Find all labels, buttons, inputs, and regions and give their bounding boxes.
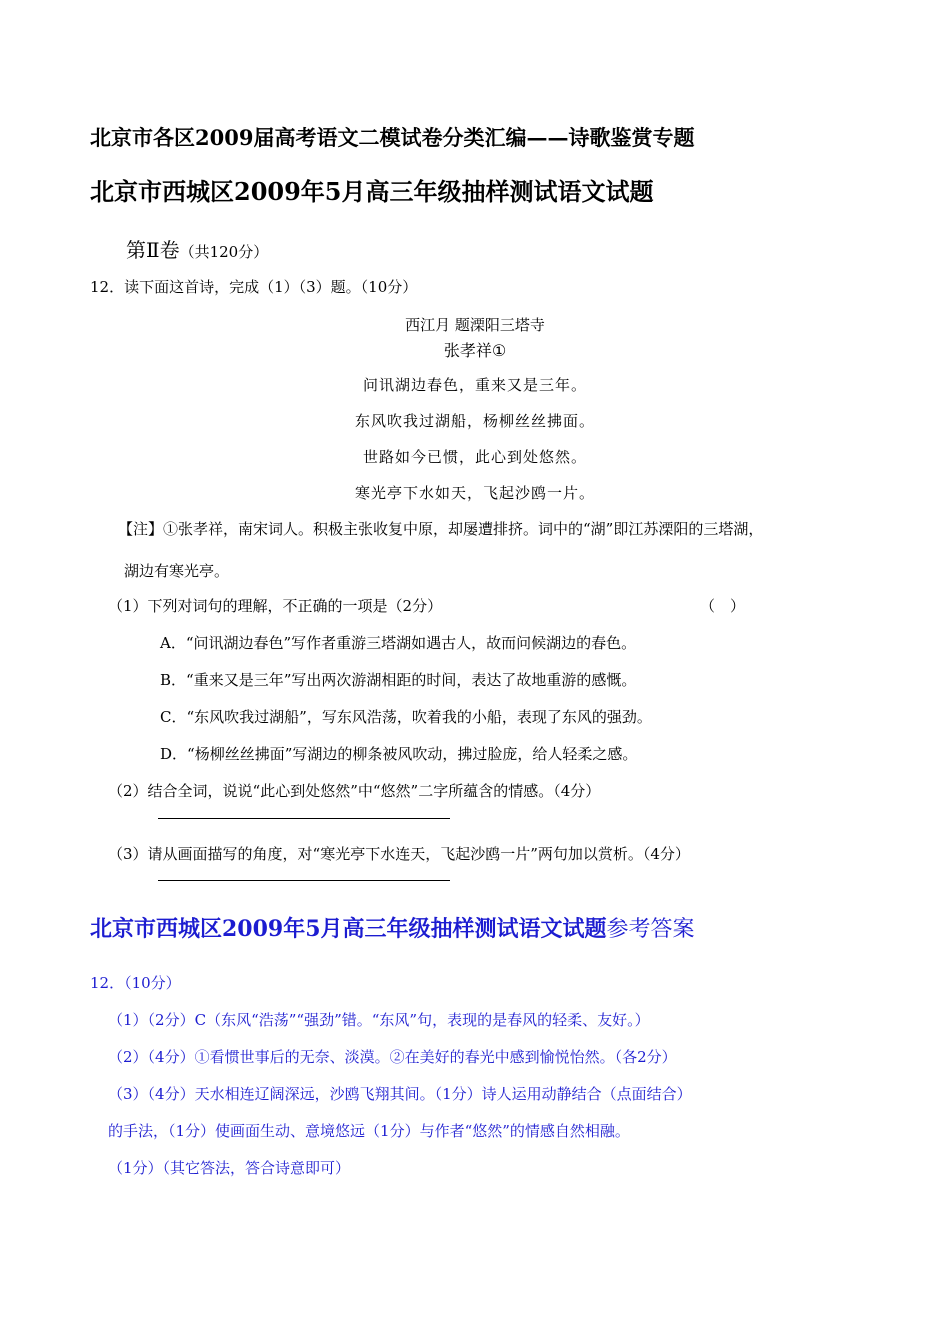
section-score: （共120分） <box>179 243 269 261</box>
answer-title-bold: 北京市西城区2009年5月高三年级抽样测试语文试题 <box>90 916 607 942</box>
poem-line: 东风吹我过湖船，杨柳丝丝拂面。 <box>354 412 595 430</box>
answer-line: 12．（10分） <box>90 974 181 992</box>
answer-title <box>90 912 695 943</box>
q1-option-a[interactable]: A．“问讯湖边春色”写作者重游三塔湖如遇古人，故而问候湖边的春色。 <box>160 634 637 652</box>
poem-note-cont: 湖边有寒光亭。 <box>124 562 230 580</box>
question-prompt: 12．读下面这首诗，完成（1）（3）题。（10分） <box>90 278 418 296</box>
poem-line: 问讯湖边春色，重来又是三年。 <box>362 376 587 394</box>
poem-note: 【注】①张孝祥，南宋词人。积极主张收复中原，却屡遭排挤。词中的“湖”即江苏溧阳的三塔湖， <box>118 520 764 538</box>
section-label: 第Ⅱ卷 <box>126 238 180 262</box>
answer-line: （1分）（其它答法，答合诗意即可） <box>108 1159 351 1177</box>
answer-line: （3）（4分）天水相连辽阔深远，沙鸥飞翔其间。（1分）诗人运用动静结合（点面结合） <box>108 1085 692 1103</box>
q1-option-d[interactable]: D．“杨柳丝丝拂面”写湖边的柳条被风吹动，拂过脸庞，给人轻柔之感。 <box>160 745 638 763</box>
answer-line: （1）（2分）C（东风“浩荡”“强劲”错。“东风”句，表现的是春风的轻柔、友好。） <box>108 1011 650 1029</box>
q3-answer-line[interactable] <box>158 880 450 881</box>
answer-title-suffix: 参考答案 <box>606 917 695 942</box>
answer-line: 的手法，（1分）使画面生动、意境悠远（1分）与作者“悠然”的情感自然相融。 <box>108 1122 630 1140</box>
q1-text: （1）下列对词句的理解，不正确的一项是（2分） <box>108 597 443 615</box>
q1-answer-blank[interactable]: （ ） <box>700 597 746 615</box>
answer-line: （2）（4分）①看惯世事后的无奈、淡漠。②在美好的春光中感到愉悦怡然。（各2分） <box>108 1048 677 1066</box>
q1-option-c[interactable]: C．“东风吹我过湖船”，写东风浩荡，吹着我的小船，表现了东风的强劲。 <box>160 708 652 726</box>
q3-text: （3）请从画面描写的角度，对“寒光亭下水连天，飞起沙鸥一片”两句加以赏析。（4分） <box>108 845 690 863</box>
poem-title: 西江月 题溧阳三塔寺 <box>405 316 545 334</box>
poem-author: 张孝祥① <box>443 341 507 360</box>
q1-option-b[interactable]: B．“重来又是三年”写出两次游湖相距的时间，表达了故地重游的感慨。 <box>160 671 637 689</box>
collection-title: 北京市各区2009届高考语文二模试卷分类汇编——诗歌鉴赏专题 <box>90 125 695 150</box>
q2-text: （2）结合全词，说说“此心到处悠然”中“悠然”二字所蕴含的情感。（4分） <box>108 782 601 800</box>
exam-title: 北京市西城区2009年5月高三年级抽样测试语文试题 <box>90 177 654 206</box>
poem-line: 寒光亭下水如天，飞起沙鸥一片。 <box>354 484 595 502</box>
poem-line: 世路如今已惯，此心到处悠然。 <box>362 448 587 466</box>
section-heading <box>126 234 268 263</box>
q2-answer-line[interactable] <box>158 818 450 819</box>
